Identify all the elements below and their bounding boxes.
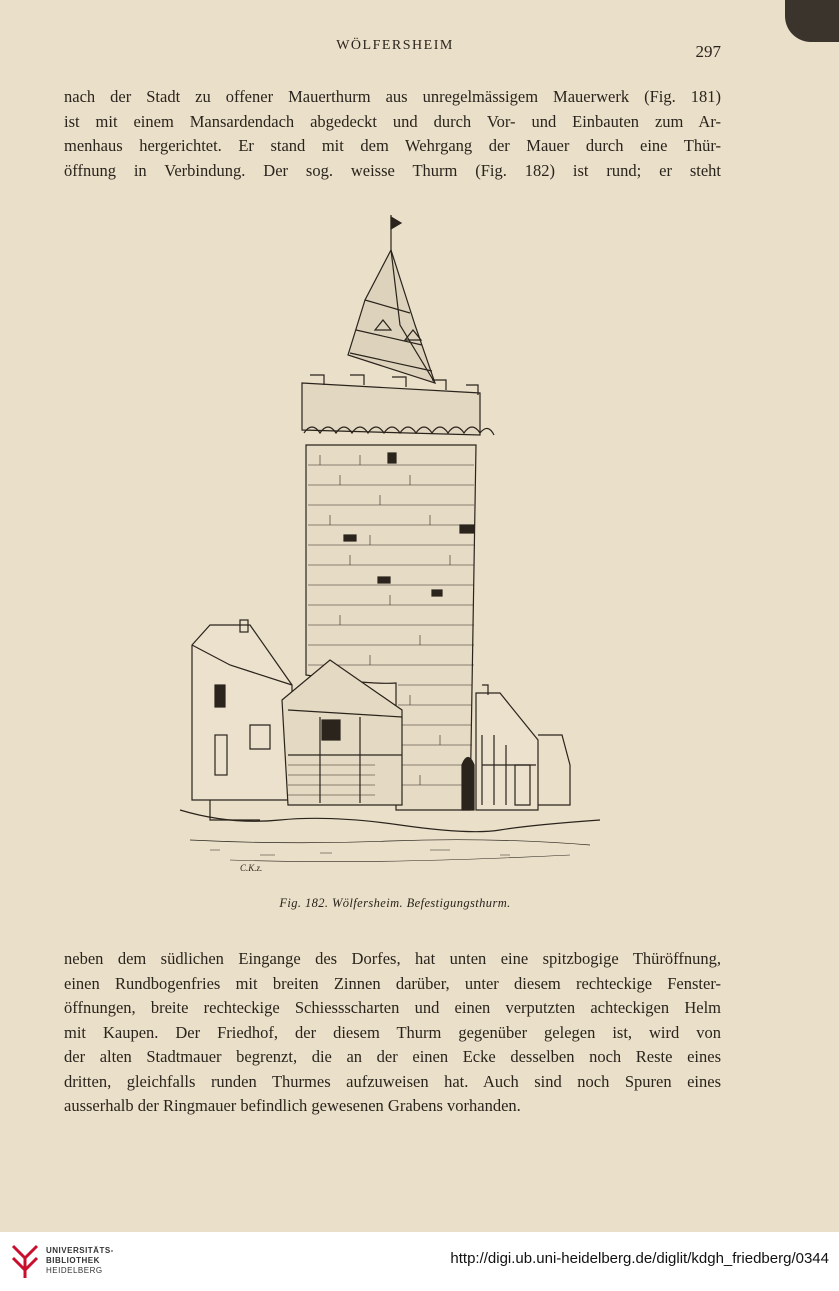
text-line: öffnung in Verbindung. Der sog. weisse Thurm (Fig. 182) ist rund; er steht [64, 160, 721, 180]
text-line: ausserhalb der Ringmauer befindlich gewesenen Grabens vorhanden. [64, 1096, 521, 1115]
text-line: ist mit einem Mansardendach abgedeckt und durch Vor- und Einbauten zum Ar- [64, 111, 721, 131]
text-line: neben dem südlichen Eingange des Dorfes, hat unten eine spitzbogige Thüröffnung, [64, 949, 721, 968]
institution-name [46, 1246, 114, 1276]
text-line: einen Rundbogenfries mit breiten Zinnen darüber, unter diesem rechteckige Fenster- [64, 973, 721, 993]
paragraph-bottom [64, 947, 721, 1119]
page-number: 297 [695, 42, 721, 61]
library-footer [0, 1232, 839, 1291]
text-line: mit Kaupen. Der Friedhof, der diesem Thurm gegenüber gelegen ist, wird von [64, 1022, 721, 1042]
institution-line: BIBLIOTHEK [46, 1256, 100, 1265]
institution-line: UNIVERSITÄTS- [46, 1246, 114, 1255]
page-tab-marker [785, 0, 839, 42]
text-line: nach der Stadt zu offener Mauerthurm aus unregelmässigem Mauerwerk (Fig. 181) [64, 87, 721, 106]
page-header [0, 38, 839, 60]
text-line: menhaus hergerichtet. Er stand mit dem Wehrgang der Mauer durch eine Thür- [64, 136, 721, 155]
text-line: der alten Stadtmauer begrenzt, die an der einen Ecke desselben noch Reste eines [64, 1047, 721, 1066]
source-url-link[interactable]: http://digi.ub.uni-heidelberg.de/diglit/kdgh_friedberg/0344 [450, 1250, 829, 1267]
text-line: öffnungen, breite rechteckige Schiessscharten und einen verputzten achteckigen Helm [64, 998, 721, 1017]
library-logo-icon [10, 1240, 40, 1280]
institution-line: HEIDELBERG [46, 1266, 103, 1275]
figure-caption: Fig. 182. Wölfersheim. Befestigungsthurm. [279, 896, 511, 910]
text-line: dritten, gleichfalls runden Thurmes aufzuweisen hat. Auch sind noch Spuren eines [64, 1071, 721, 1091]
running-head: WÖLFERSHEIM [336, 38, 454, 53]
artist-signature: C.K.z. [240, 863, 263, 873]
tower-illustration [170, 205, 610, 885]
paragraph-top [64, 85, 721, 183]
